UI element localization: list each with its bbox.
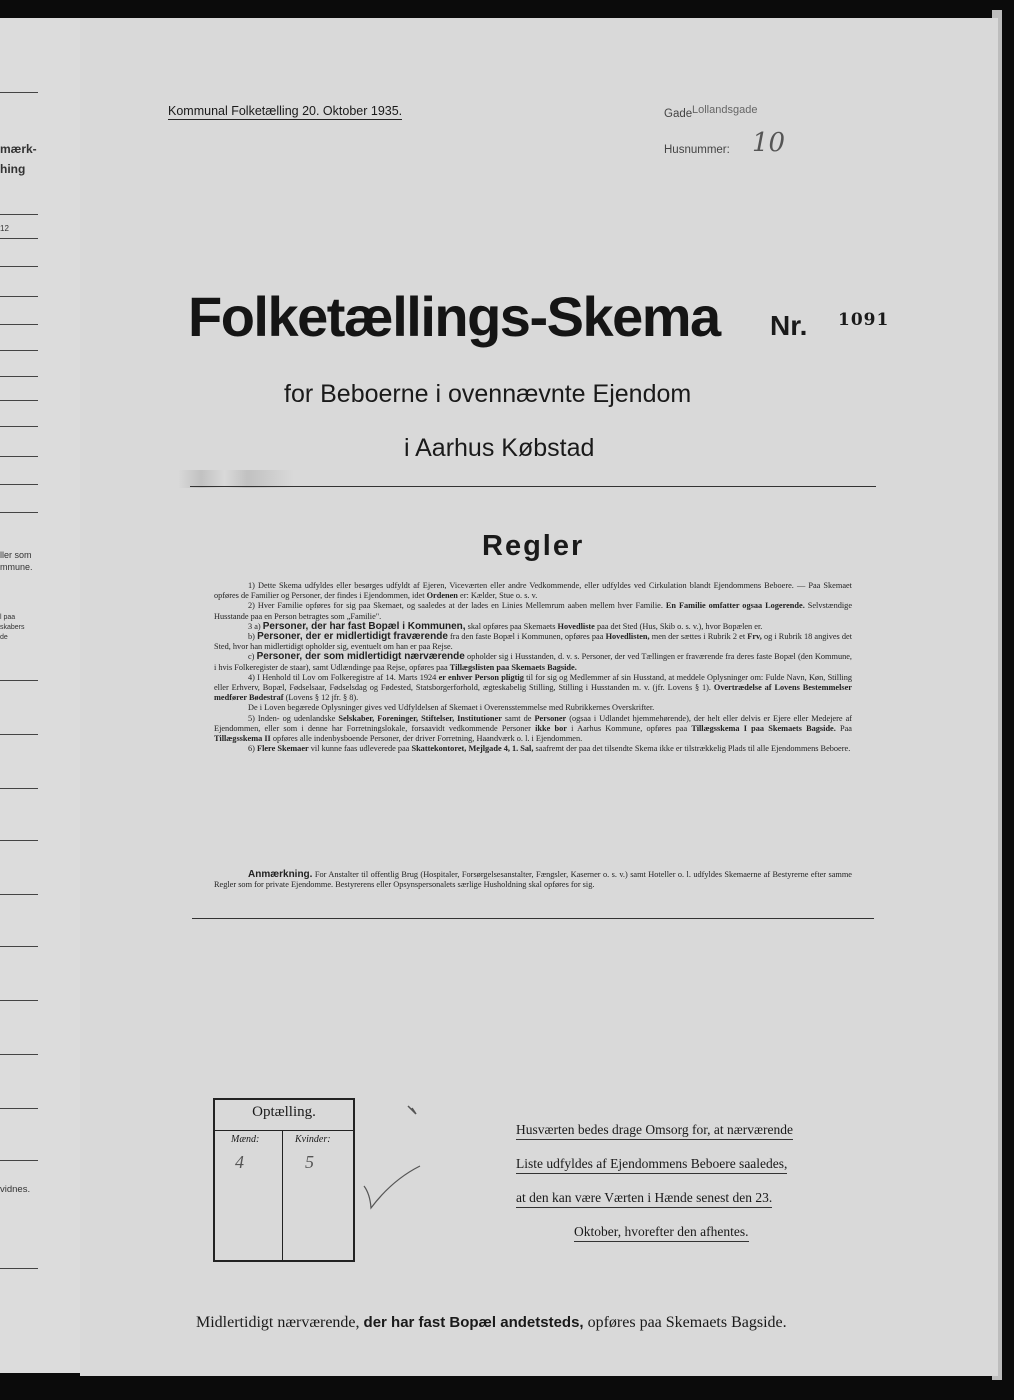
house-number-label: Husnummer: [664,144,730,156]
checkmark-icon [362,1164,422,1210]
form-number-value: 1091 [838,310,890,330]
divider [0,376,38,377]
landlord-line: Husværten bedes drage Omsorg for, at nærværende [516,1122,793,1140]
count-box [213,1098,355,1262]
divider [0,1268,38,1269]
divider [0,512,38,513]
form-subtitle-city: i Aarhus Købstad [404,434,595,462]
census-form-page [80,18,998,1376]
divider [0,840,38,841]
left-fragment-text: vidnes. [0,1184,31,1195]
pencil-mark-icon [406,1104,422,1120]
divider [215,1130,353,1131]
divider [0,266,38,267]
divider [0,894,38,895]
note-label: Anmærkning. [248,869,313,880]
divider [0,324,38,325]
divider [0,946,38,947]
footer-note: Midlertidigt nærværende, der har fast Bopæl andetsteds, opføres paa Skemaets Bagside. [196,1314,787,1331]
left-fragment-text: skabers [0,624,25,631]
rule-3b: b) Personer, der er midlertidigt fraværende fra den faste Bopæl i Kommunen, opføres paa Hovedlisten, men der sættes i Rubrik 2 et Frv, og i Rubrik 18 angives det Sted, hvor han midlertidigt opholder sig, eventuelt om han er paa Rejse. [214,631,853,652]
note-text: Anmærkning. For Anstalter til offentlig Brug (Hospitaler, Forsørgelsesanstalter, Fængsler, Kaserner o. s. v.) samt Hoteller o. l. udfyldes Skemaerne af Bestyrerne efter samme Regler som for private Ejendomme. Bestyrerens eller Opsynspersonalets særlige Husholdning skal opføres for sig. [214,869,852,890]
landlord-line: Oktober, hvorefter den afhentes. [574,1224,749,1242]
divider [192,918,874,919]
rule-4b: De i Loven begærede Oplysninger gives ved Udfyldelsen af Skemaet i Overensstemmelse med Rubrikkernes Overskrifter. [248,703,655,713]
divider [0,788,38,789]
divider [0,1000,38,1001]
divider [0,296,38,297]
form-subtitle: for Beboerne i ovennævnte Ejendom [284,380,692,408]
rules-heading: Regler [482,530,585,562]
divider [0,426,38,427]
left-fragment-text: mærk- [0,142,37,156]
left-fragment-text: 12 [0,224,9,233]
form-number-label: Nr. [770,310,808,341]
divider [0,1054,38,1055]
rule-4: 4) I Henhold til Lov om Folkeregistre af 14. Marts 1924 er enhver Person pligtig til for sig og Medlemmer af sin Husstand, at meddele Oplysninger om: Fulde Navn, Køn, Stilling eller Erhverv, Bopæl, Fødselsaar, Fødselsdag og Fødested, Statsborgerforhold, ægteskabelig Stilling, Stilling i Husstanden m. v. (jfr. Lovens § 1). Overtrædelse af Lovens Bestemmelser medfører Bødestraf (Lovens § 12 jfr. § 8). [214,672,853,703]
landlord-line: at den kan være Værten i Hænde senest den 23. [516,1190,772,1208]
rule-1: 1) Dette Skema udfyldes eller besørges udfyldt af Ejeren, Viceværten eller andre Vedkommende, eller udfyldes ved Cirkulation blandt Ejendommens Beboere. — Paa Skemaet opføres de Familier og Personer, der findes i Ejendommen, idet Ordenen er: Kælder, Stue o. s. v. [214,581,852,601]
rule-2: 2) Hver Familie opføres for sig paa Skemaet, og saaledes at der lades en Linies Mellemrum aaben mellem hver Familie. En Familie omfatter ogsaa Logerende. Selvstændige Husstande paa en Person betragtes som „Familie". [214,601,853,621]
divider [0,484,38,485]
census-header: Kommunal Folketælling 20. Oktober 1935. [168,104,403,118]
left-page-fragment [0,18,82,1373]
divider [0,1160,38,1161]
divider [0,734,38,735]
women-count: 5 [305,1152,314,1172]
rule-3c: c) Personer, der som midlertidigt nærværende opholder sig i Husstanden, d. v. s. Personer, der ved Tællingen er fraværende fra deres faste Bopæl (den Kommune, i hvis Folkeregister de staar), samt Udlændinge paa Rejse, opføres paa Tillægslisten paa Skemaets Bagside. [214,651,852,672]
divider [0,238,38,239]
women-label: Kvinder: [295,1134,331,1145]
divider [282,1130,283,1260]
divider [0,350,38,351]
house-number-value: 10 [752,128,786,158]
street-value: Lollandsgade [692,104,758,116]
divider [0,680,38,681]
divider [0,1108,38,1109]
rules-text [214,581,852,754]
divider [190,486,876,487]
left-fragment-text: de [0,634,8,641]
form-title: Folketællings-Skema [188,285,720,348]
divider [0,92,38,93]
men-label: Mænd: [231,1134,260,1145]
left-fragment-text: hing [0,162,26,176]
left-fragment-text: l paa [0,614,16,621]
divider [0,456,38,457]
count-box-title: Optælling. [252,1104,316,1120]
left-fragment-text: ller som [0,550,32,560]
street-label: Gade [664,108,693,120]
divider [0,400,38,401]
men-count: 4 [235,1152,244,1172]
left-fragment-text: mmune. [0,562,33,572]
divider [0,214,38,215]
rule-6: 6) Flere Skemaer vil kunne faas udleverede paa Skattekontoret, Mejlgade 4, 1. Sal, saafremt der paa det tilsendte Skema ikke er tilstrækkelig Plads til alle Ejendommens Beboere. [248,744,851,754]
rule-5: 5) Inden- og udenlandske Selskaber, Foreninger, Stiftelser, Institutioner samt de Personer (ogsaa i Udlandet hjemmehørende), der helt eller delvis er Ejere eller Medejere af Ejendommen, eller som i denne har Forretningslokale, forsaavidt vedkommende Personer ikke bor i Aarhus Kommune, opføres paa Tillægsskema I paa Skemaets Bagside. Paa Tillægsskema II opføres alle indenbysboende Personer, der driver Forretning, Haandværk o. l. i Ejendommen. [214,713,853,744]
landlord-line: Liste udfyldes af Ejendommens Beboere saaledes, [516,1156,787,1174]
rule-3a: 3 a) Personer, der har fast Bopæl i Kommunen, skal opføres paa Skemaets Hovedliste paa det Sted (Hus, Skib o. s. v.), hvor Bopælen er. [248,620,763,632]
